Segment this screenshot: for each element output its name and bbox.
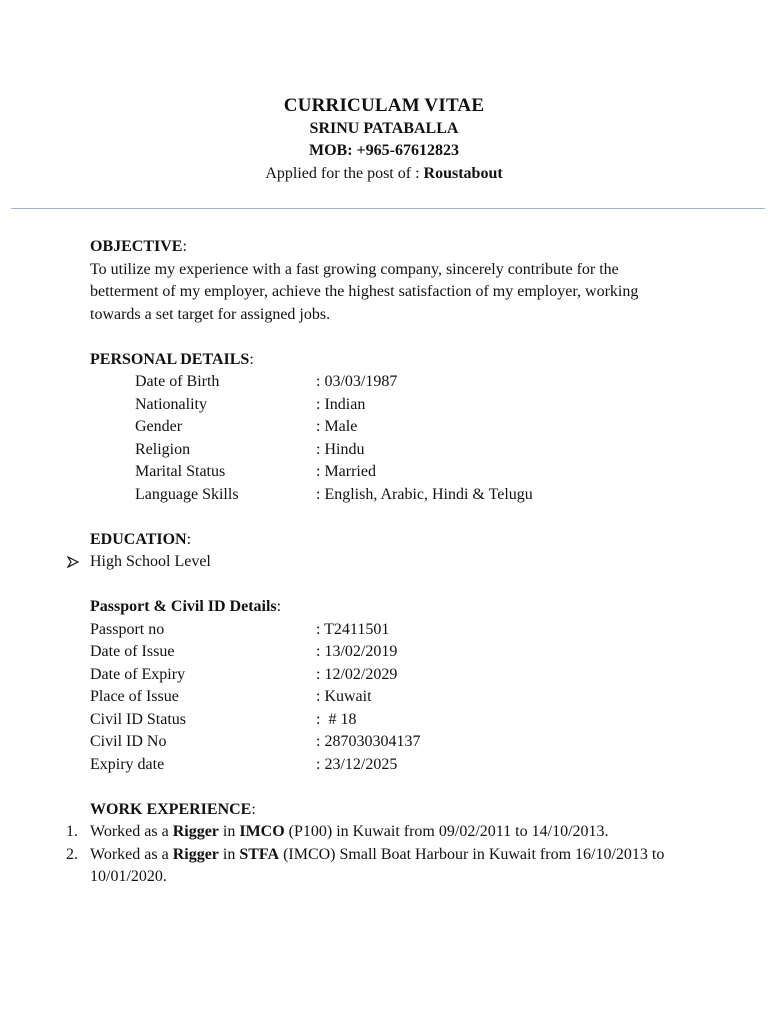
- expiry-date-value: : 12/02/2029: [316, 665, 398, 683]
- religion-value: : Hindu: [316, 440, 365, 458]
- candidate-name: SRINU PATABALLA: [309, 120, 459, 137]
- place-of-issue-label: Place of Issue: [90, 688, 179, 705]
- candidate-mobile: MOB: +965-67612823: [309, 142, 459, 159]
- civil-id-no-label: Civil ID No: [90, 733, 167, 750]
- dob-label: Date of Birth: [135, 373, 220, 390]
- issue-date-value: : 13/02/2019: [316, 643, 398, 660]
- dob-value: : 03/03/1987: [316, 373, 398, 390]
- personal-row-gender: [90, 416, 690, 439]
- personal-details-heading-text: PERSONAL DETAILS: [90, 350, 250, 368]
- work-item-number: 1.: [66, 823, 78, 840]
- gender-value: : Male: [316, 418, 358, 435]
- work-item-text: [90, 846, 664, 886]
- passport-row-expiry-date: [90, 664, 690, 687]
- objective-heading-colon: :: [182, 238, 187, 255]
- marital-status-label: Marital Status: [135, 463, 226, 480]
- civil-expiry-value: : 23/12/2025: [316, 755, 398, 773]
- language-skills-value: : English, Arabic, Hindi & Telugu: [316, 485, 533, 503]
- civil-expiry-label: Expiry date: [90, 755, 165, 773]
- applied-post-line: [0, 162, 768, 185]
- gender-label: Gender: [135, 418, 183, 435]
- personal-row-religion: [90, 439, 690, 462]
- work-item-prefix: Worked as a: [90, 845, 173, 863]
- personal-details-heading-colon: :: [249, 350, 254, 368]
- work-experience-heading: [90, 799, 690, 822]
- passport-row-civil-expiry: [90, 754, 690, 777]
- passport-row-civil-id-no: [90, 731, 690, 754]
- arrow-bullet-icon: [67, 556, 79, 568]
- work-item-role: Rigger: [172, 845, 219, 863]
- header-divider: [11, 208, 765, 209]
- passport-heading: [90, 596, 690, 619]
- work-item-company: IMCO: [239, 823, 285, 840]
- civil-id-status-value: : # 18: [316, 710, 357, 728]
- cv-title: CURRICULAM VITAE: [283, 95, 485, 116]
- religion-label: Religion: [135, 440, 191, 458]
- passport-row-number: [90, 619, 690, 642]
- personal-row-language-skills: [90, 484, 690, 507]
- work-item-in: in: [218, 845, 240, 863]
- passport-row-civil-id-status: [90, 709, 690, 732]
- work-item-2: [66, 844, 690, 889]
- work-item-prefix: Worked as a: [90, 823, 173, 840]
- cv-header: [0, 93, 768, 185]
- work-experience-heading-colon: :: [251, 800, 256, 818]
- civil-id-status-label: Civil ID Status: [90, 710, 187, 728]
- objective-text: To utilize my experience with a fast growing company, sincerely contribute for the betterment of my employer, achieve the highest satisfaction of my employer, working towards a set target for assigned jobs.: [90, 260, 639, 323]
- work-item-role: Rigger: [172, 823, 219, 840]
- objective-heading: [90, 236, 690, 259]
- education-item-text: High School Level: [90, 553, 211, 570]
- work-item-company: STFA: [239, 845, 280, 863]
- personal-row-marital-status: [90, 461, 690, 484]
- work-item-in: in: [218, 823, 240, 840]
- education-heading-colon: :: [186, 530, 192, 548]
- passport-no-label: Passport no: [90, 620, 165, 638]
- passport-heading-text: Passport & Civil ID Details: [90, 598, 277, 615]
- objective-heading-text: OBJECTIVE: [90, 238, 183, 255]
- work-experience-heading-text: WORK EXPERIENCE: [90, 800, 252, 818]
- passport-row-issue-date: [90, 641, 690, 664]
- work-item-text: [90, 823, 609, 840]
- cv-body: [66, 236, 690, 889]
- civil-id-no-value: : 287030304137: [316, 733, 421, 750]
- work-item-details: (IMCO) Small Boat Harbour in Kuwait from 16/10/2013 to 10/01/2020.: [90, 845, 665, 885]
- nationality-label: Nationality: [135, 395, 207, 413]
- personal-row-nationality: [90, 394, 690, 417]
- education-heading-text: EDUCATION: [90, 530, 187, 548]
- personal-details-heading: [90, 349, 690, 372]
- issue-date-label: Date of Issue: [90, 643, 175, 660]
- applied-post-prefix: Applied for the post of :: [265, 165, 424, 182]
- work-item-details: (P100) in Kuwait from 09/02/2011 to 14/10/2013.: [284, 823, 609, 840]
- passport-no-value: : T2411501: [316, 620, 390, 638]
- work-item-number: 2.: [66, 845, 78, 863]
- place-of-issue-value: : Kuwait: [316, 688, 372, 705]
- expiry-date-label: Date of Expiry: [90, 665, 186, 683]
- work-item-1: [66, 821, 690, 844]
- personal-row-dob: [90, 371, 690, 394]
- education-item: [90, 551, 690, 574]
- passport-row-place-of-issue: [90, 686, 690, 709]
- marital-status-value: : Married: [316, 463, 376, 480]
- passport-heading-colon: :: [276, 598, 282, 615]
- language-skills-label: Language Skills: [135, 485, 239, 503]
- education-heading: [90, 529, 690, 552]
- applied-post-value: Roustabout: [423, 165, 503, 182]
- nationality-value: : Indian: [316, 395, 366, 413]
